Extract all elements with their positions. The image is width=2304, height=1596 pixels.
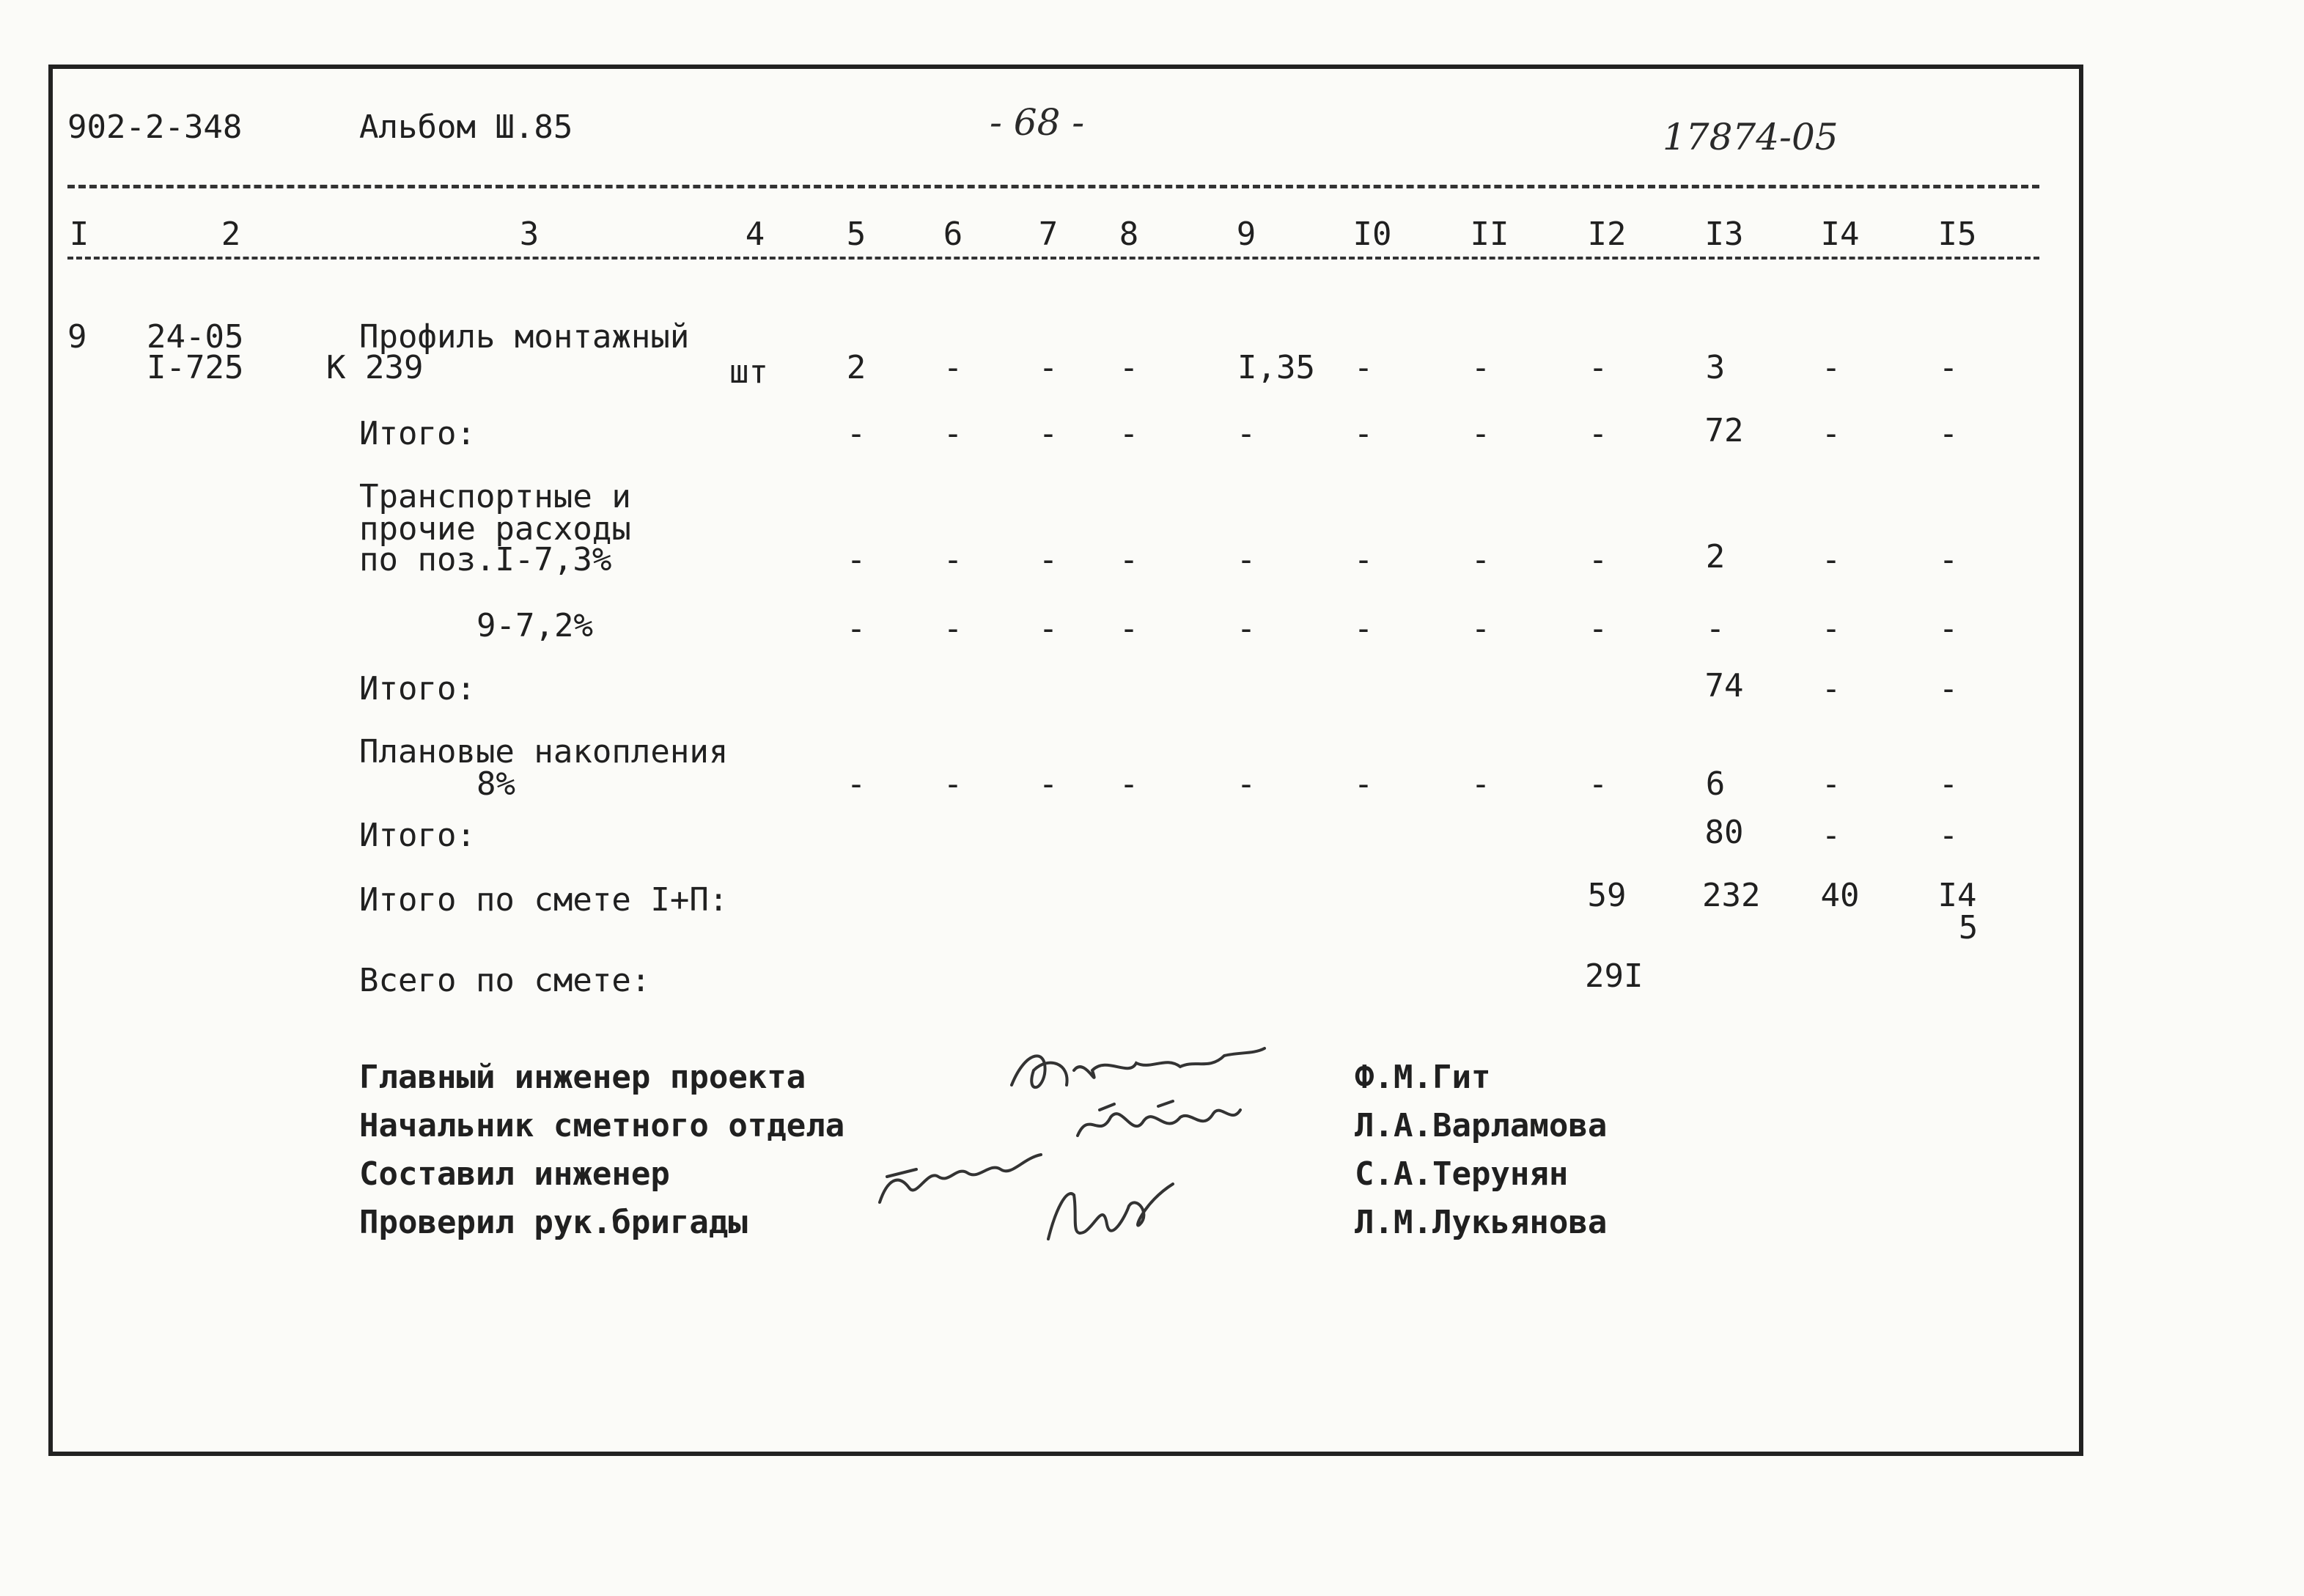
estimate-total-c12: 59 [1587,877,1627,914]
item-c14: - [1821,349,1841,386]
planned-c15: - [1938,765,1959,803]
col-num-3: 3 [519,216,540,253]
transport-c11: - [1471,541,1491,578]
item-code-line2: I-725 [147,349,244,386]
col-num-6: 6 [943,216,963,253]
estimate-total-c15-line1: I4 [1937,877,1977,914]
transport-c10: - [1353,541,1374,578]
header-separator [67,185,2039,188]
estimate-total-c15-line2: 5 [1958,909,1979,946]
planned-line1: Плановые накопления [359,733,729,771]
planned-c14: - [1821,765,1841,803]
total2-c15: - [1938,670,1959,707]
signature-role-estimate-head: Начальник сметного отдела [359,1107,845,1144]
item-name-line1: Профиль монтажный [359,318,690,356]
planned-c9: - [1236,765,1256,803]
total1-c14: - [1821,415,1841,452]
item-c6: - [943,349,963,386]
transport2-c7: - [1038,610,1059,647]
item-position: 9 [67,318,87,356]
item-c9: I,35 [1237,349,1315,386]
transport-c6: - [943,541,963,578]
grand-total-label: Всего по смете: [359,962,651,999]
signature-name-estimate-head: Л.А.Варламова [1355,1107,1608,1144]
page-number: - 68 - [990,101,1085,144]
transport2-c6: - [943,610,963,647]
transport-line3: по поз.I-7,3% [359,541,612,578]
col-num-5: 5 [846,216,866,253]
planned-c8: - [1119,765,1139,803]
item-c15: - [1938,349,1959,386]
col-num-14: I4 [1820,216,1860,253]
planned-c6: - [943,765,963,803]
album-title: Альбом Ш.85 [359,109,573,146]
col-num-11: II [1470,216,1509,253]
total2-c13: 74 [1704,667,1744,705]
transport2-c15: - [1938,610,1959,647]
estimate-total-label: Итого по смете I+П: [359,881,729,919]
planned-c13: 6 [1705,765,1726,803]
total1-c8: - [1119,415,1139,452]
transport-c7: - [1038,541,1059,578]
col-num-2: 2 [221,216,241,253]
column-header-separator [67,257,2039,260]
total3-c15: - [1938,817,1959,854]
total3-c14: - [1821,817,1841,854]
transport-c8: - [1119,541,1139,578]
planned-c5: - [846,765,866,803]
transport2-c5: - [846,610,866,647]
transport-c13: 2 [1705,538,1726,575]
col-num-9: 9 [1236,216,1256,253]
total1-c11: - [1471,415,1491,452]
item-c5: 2 [846,349,866,386]
total3-label: Итого: [359,817,476,854]
document-number: 17874-05 [1663,116,1839,158]
planned-c10: - [1353,765,1374,803]
item-c8: - [1119,349,1139,386]
signature-name-checker: Л.М.Лукьянова [1355,1204,1608,1241]
transport2-c12: - [1588,610,1608,647]
col-num-8: 8 [1119,216,1139,253]
planned-line2: 8% [476,765,515,803]
total1-c12: - [1588,415,1608,452]
col-num-7: 7 [1038,216,1059,253]
total1-c7: - [1038,415,1059,452]
signature-role-compiler: Составил инженер [359,1155,670,1193]
project-code: 902-2-348 [67,109,243,146]
transport-line2: прочие расходы [359,510,631,548]
transport2-label: 9-7,2% [476,607,593,644]
signature-role-chief-engineer: Главный инженер проекта [359,1059,806,1096]
col-num-1: I [69,216,89,253]
total1-c6: - [943,415,963,452]
handwritten-signature-estimate-head [1070,1095,1246,1154]
item-c7: - [1038,349,1059,386]
total1-c15: - [1938,415,1959,452]
transport2-c10: - [1353,610,1374,647]
signature-name-chief-engineer: Ф.М.Гит [1355,1059,1491,1096]
transport2-c9: - [1236,610,1256,647]
item-c11: - [1471,349,1491,386]
total1-label: Итого: [359,415,476,452]
total1-c9: - [1236,415,1256,452]
item-code-line1: 24-05 [147,318,244,356]
total1-c13: 72 [1704,412,1744,449]
transport-c14: - [1821,541,1841,578]
handwritten-signature-compiler [872,1144,1048,1217]
col-num-12: I2 [1587,216,1627,253]
item-c13: 3 [1705,349,1726,386]
col-num-4: 4 [745,216,765,253]
item-c10: - [1353,349,1374,386]
grand-total-c12: 29I [1585,957,1644,995]
total2-label: Итого: [359,670,476,707]
transport2-c8: - [1119,610,1139,647]
col-num-15: I5 [1937,216,1977,253]
transport2-c11: - [1471,610,1491,647]
col-num-10: I0 [1352,216,1392,253]
total3-c13: 80 [1704,814,1744,851]
total2-c14: - [1821,670,1841,707]
item-unit: шт [729,353,768,391]
transport-c9: - [1236,541,1256,578]
transport-c12: - [1588,541,1608,578]
planned-c12: - [1588,765,1608,803]
planned-c11: - [1471,765,1491,803]
planned-c7: - [1038,765,1059,803]
item-name-line2: К 239 [326,349,424,386]
handwritten-signature-checker [1034,1173,1180,1254]
transport-c15: - [1938,541,1959,578]
transport-c5: - [846,541,866,578]
col-num-13: I3 [1704,216,1744,253]
total1-c10: - [1353,415,1374,452]
transport-line1: Транспортные и [359,478,631,515]
estimate-total-c13: 232 [1702,877,1761,914]
transport2-c14: - [1821,610,1841,647]
item-c12: - [1588,349,1608,386]
transport2-c13: - [1705,610,1726,647]
signature-role-checker: Проверил рук.бригады [359,1204,748,1241]
total1-c5: - [846,415,866,452]
signature-name-compiler: С.А.Терунян [1355,1155,1569,1193]
estimate-total-c14: 40 [1820,877,1860,914]
